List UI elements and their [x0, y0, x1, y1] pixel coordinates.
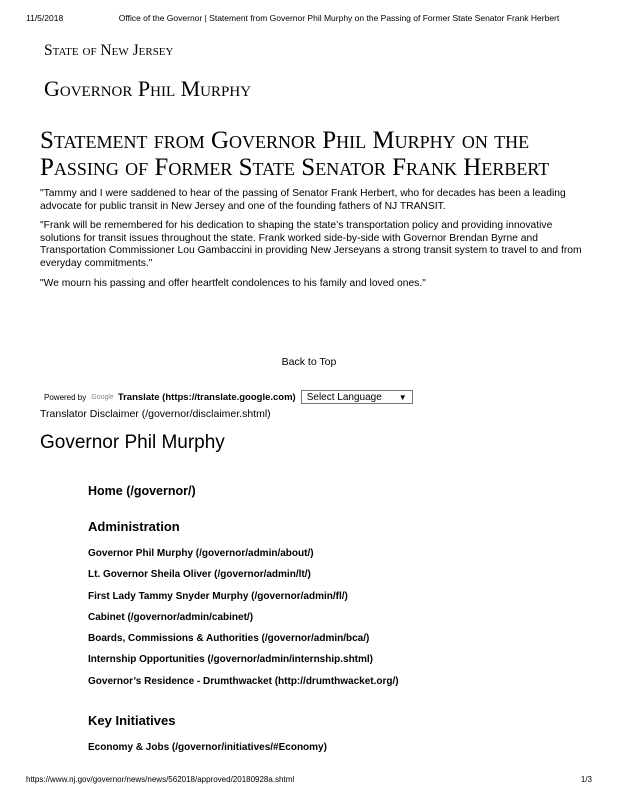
nav-home-link[interactable]: Home (/governor/): [88, 484, 196, 498]
nav-item-boards[interactable]: Boards, Commissions & Authorities (/governor/admin/bca/): [88, 633, 370, 645]
nav-administration-heading: Administration: [88, 519, 180, 534]
headline-line-1: Statement from Governor Phil Murphy on the: [40, 127, 530, 154]
article-paragraph: "Tammy and I were saddened to hear of the passing of Senator Frank Herbert, who for decades has been a leading advocate for public transit in New Jersey and one of the founding fathers of NJ TRANSIT.: [40, 188, 566, 212]
print-date: 11/5/2018: [26, 13, 64, 23]
back-to-top-link[interactable]: Back to Top: [281, 356, 337, 368]
nav-key-initiatives-heading: Key Initiatives: [88, 713, 176, 729]
powered-by-label: Powered by: [44, 392, 87, 402]
nav-item-residence[interactable]: Governor’s Residence - Drumthwacket (http://drumthwacket.org/): [88, 675, 399, 687]
print-url: https://www.nj.gov/governor/news/news/562018/approved/20180928a.shtml: [26, 775, 295, 784]
site-state-link[interactable]: State of New Jersey: [44, 42, 174, 59]
language-select[interactable]: [301, 390, 413, 404]
site-governor-link[interactable]: Governor Phil Murphy: [44, 76, 252, 101]
language-select-value: Select Language: [306, 391, 382, 403]
print-page-title: Office of the Governor | Statement from Governor Phil Murphy on the Passing of Former State Senator Frank Herbert: [118, 13, 560, 23]
nav-item-governor[interactable]: Governor Phil Murphy (/governor/admin/about/): [88, 548, 314, 559]
translator-disclaimer-link[interactable]: Translator Disclaimer (/governor/disclaimer.shtml): [40, 408, 271, 420]
article-headline: [40, 127, 600, 181]
nav-item-first-lady[interactable]: First Lady Tammy Snyder Murphy (/governor/admin/fl/): [88, 590, 348, 602]
print-header: [26, 13, 592, 25]
article-paragraph: "Frank will be remembered for his dedication to shaping the state’s transportation policy and providing innovative solutions for transit issues throughout the state. Frank worked side-by-side with Governor Brendan Byrne and Transportation Commissioner Lou Gambaccini in providing New Jerseyans a strong transit system to travel to and from everyday commitments.": [40, 220, 582, 269]
nav-item-economy[interactable]: Economy & Jobs (/governor/initiatives/#Economy): [88, 742, 327, 754]
footer-nav: [88, 484, 588, 763]
headline-line-2: Passing of Former State Senator Frank Herbert: [40, 154, 550, 181]
google-translate-link[interactable]: Translate (https://translate.google.com): [117, 391, 296, 403]
nav-item-cabinet[interactable]: Cabinet (/governor/admin/cabinet/): [88, 611, 254, 623]
article-paragraph: "We mourn his passing and offer heartfelt condolences to his family and loved ones.": [40, 277, 426, 289]
article-body: [40, 188, 585, 297]
translate-widget: [44, 388, 413, 406]
dropdown-arrow-icon: ▼: [398, 392, 407, 402]
nav-item-lt-governor[interactable]: Lt. Governor Sheila Oliver (/governor/admin/lt/): [88, 569, 311, 581]
nav-item-internship[interactable]: Internship Opportunities (/governor/admin/internship.shtml): [88, 654, 374, 666]
print-page-number: 1/3: [580, 775, 592, 784]
google-logo: Google: [91, 393, 114, 401]
footer-title: Governor Phil Murphy: [40, 432, 225, 453]
